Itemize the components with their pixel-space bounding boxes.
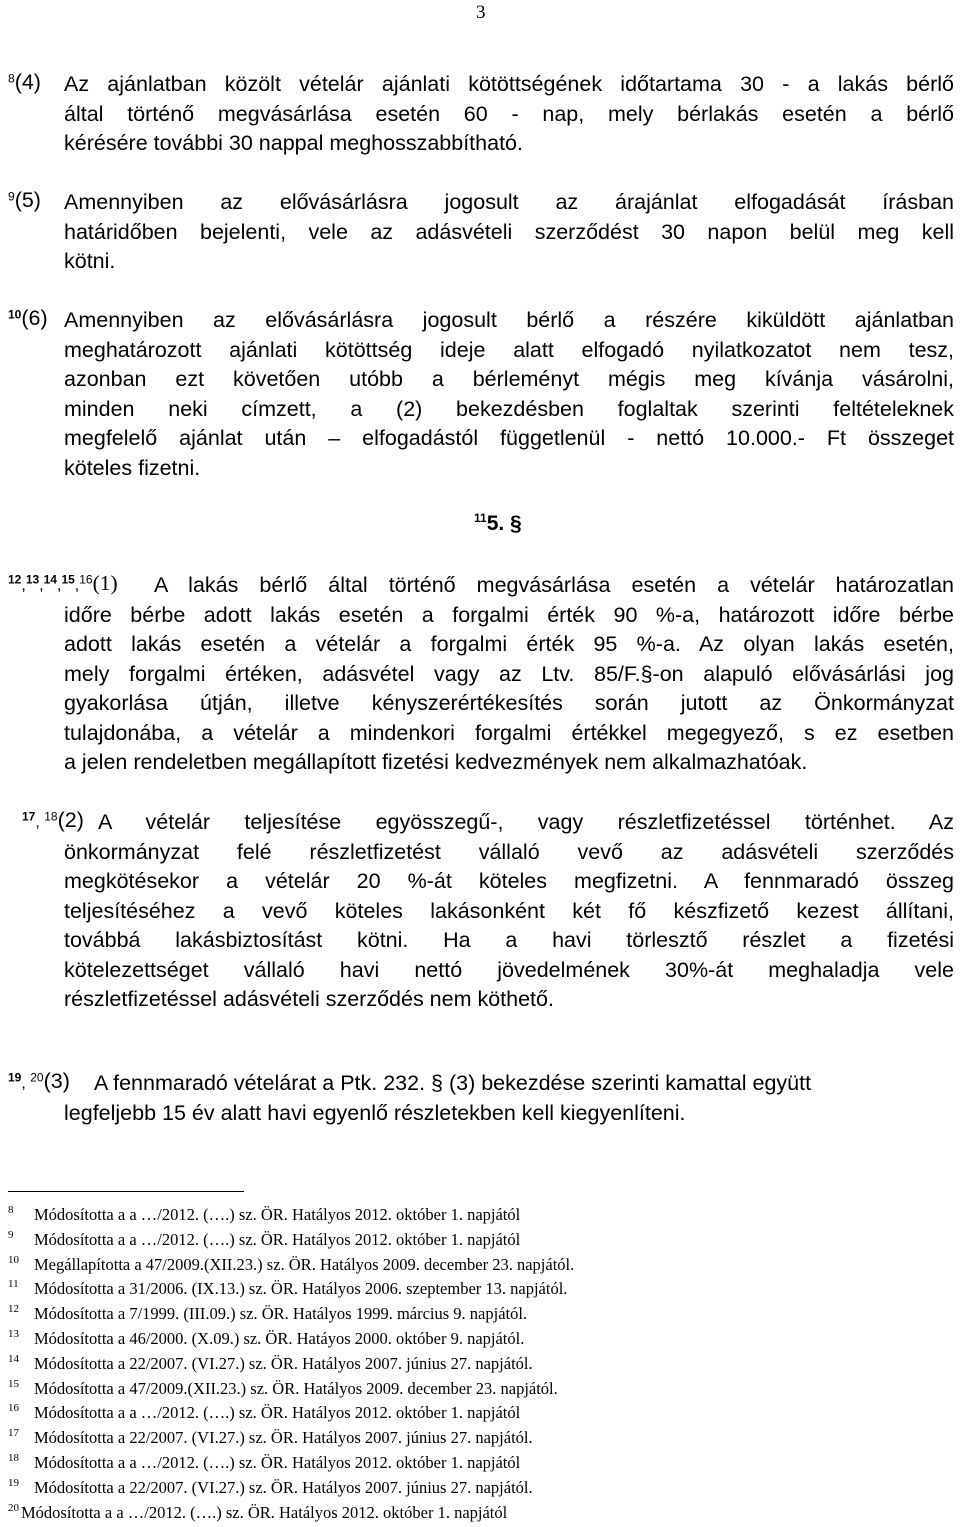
paragraph-line: Az ajánlatban közölt vételár ajánlati kötöttségének időtartama 30 - a lakás bérlő <box>64 72 954 96</box>
paragraph-line: részletfizetéssel adásvételi szerződés nem köthető. <box>64 987 554 1011</box>
paragraph-line: időre bérbe adott lakás esetén a forgalmi érték 90 %-a, határozott időre bérbe <box>64 602 954 627</box>
footnote-ref: 14 <box>43 572 57 587</box>
footnote-number: 11 <box>8 1278 19 1291</box>
footnote-item <box>8 1228 948 1253</box>
footnote-text: Megállapította a 47/2009.(XII.23.) sz. ÖR. Hatályos 2009. december 23. napjától. <box>34 1254 575 1274</box>
paragraph-line: A vételár teljesítése egyösszegű-, vagy részletfizetéssel történhet. Az <box>98 810 954 834</box>
paragraph-number: (2) <box>57 808 84 832</box>
paragraph-number: (3) <box>43 1069 70 1093</box>
footnote-ref: 11 <box>474 511 487 525</box>
footnote-text: Módosította a 22/2007. (VI.27.) sz. ÖR. Hatályos 2007. június 27. napjától. <box>34 1353 533 1373</box>
paragraph-number: (1) <box>92 571 118 595</box>
paragraph-s5-3 <box>64 1069 954 1128</box>
footnote-item <box>8 1327 948 1352</box>
footnote-text: Módosította a 22/2007. (VI.27.) sz. ÖR. Hatályos 2007. június 27. napjától. <box>34 1477 533 1497</box>
paragraph-marker-s5-2: $^{17}$, $^{18}$(2) <box>22 808 84 832</box>
paragraph-s5-1 <box>64 571 954 778</box>
footnote-number: 13 <box>8 1327 19 1340</box>
paragraph-line: legfeljebb 15 év alatt havi egyenlő részletekben kell kiegyenlíteni. <box>64 1100 686 1125</box>
section-title: 5. § <box>486 512 522 535</box>
paragraph-s5-2 <box>64 808 954 1015</box>
footnote-ref: 9 <box>8 189 15 204</box>
footnote-ref: 13 <box>25 572 40 587</box>
footnote-number: 10 <box>8 1253 19 1266</box>
paragraph-line: teljesítéséhez a vevő köteles lakásonként két fő készfizető kezest állítani, <box>64 898 954 923</box>
footnote-ref: 10 <box>8 307 22 322</box>
footnote-ref: 20 <box>30 1070 44 1085</box>
paragraph-marker-4 <box>8 70 41 95</box>
paragraph-line: továbbá lakásbiztosítást kötni. Ha a havi törlesztő részlet a fizetési <box>64 928 954 952</box>
paragraph-marker-s5-3: $^{19}$, $^{20}$(3) <box>8 1069 70 1093</box>
paragraph-line: határidőben bejelenti, vele az adásvételi szerződést 30 napon belül meg kell <box>64 219 954 244</box>
footnote-ref: 18 <box>44 809 58 824</box>
paragraph-line: tulajdonába, a vételár a mindenkori forgalmi értékkel megegyező, s ez esetben <box>64 720 954 745</box>
paragraph-line: megfelelő ajánlat után – elfogadástól függetlenül - nettó 10.000.- Ft összeget <box>64 426 954 450</box>
footnote-text: Módosította a a …/2012. (….) sz. ÖR. Hatályos 2012. október 1. napjától <box>34 1229 521 1249</box>
paragraph-line: köteles fizetni. <box>64 455 201 480</box>
footnote-text: Módosította a a …/2012. (….) sz. ÖR. Hatályos 2012. október 1. napjától <box>34 1403 521 1423</box>
footnote-number: 9 <box>8 1228 14 1241</box>
footnote-number: 12 <box>8 1303 19 1316</box>
footnote-item <box>8 1302 948 1327</box>
footnote-number: 16 <box>8 1402 19 1415</box>
paragraph-marker-5 <box>8 188 41 213</box>
paragraph-line: a jelen rendeletben megállapított fizetési kedvezmények nem alkalmazhatóak. <box>64 750 808 774</box>
paragraph-line: kérésére további 30 nappal meghosszabbítható. <box>64 131 523 155</box>
footnote-ref: 16 <box>79 572 93 587</box>
paragraph-line: mely forgalmi értéken, adásvétel vagy az Ltv. 85/F.§-on alapuló elővásárlási jog <box>64 661 954 686</box>
footnote-text: Módosította a a …/2012. (….) sz. ÖR. Hatályos 2012. október 1. napjától <box>34 1205 521 1224</box>
paragraph-number: (6) <box>21 306 48 330</box>
footnote-item <box>8 1377 948 1402</box>
paragraph-number: (5) <box>14 188 41 212</box>
footnote-item <box>8 1476 948 1501</box>
footnote-ref: 15 <box>61 572 75 587</box>
paragraph-line: minden neki címzett, a (2) bekezdésben foglaltak szerinti feltételeknek <box>64 396 954 421</box>
footnote-number: 20 <box>8 1501 19 1514</box>
paragraph-line: meghatározott ajánlati kötöttség ideje alatt elfogadó nyilatkozatot nem tesz, <box>64 337 954 362</box>
section-heading <box>474 512 522 536</box>
paragraph-line: azonban ezt követően utóbb a bérleményt mégis meg kívánja vásárolni, <box>64 367 954 391</box>
paragraph-line: Amennyiben az elővásárlásra jogosult az árajánlat elfogadását írásban <box>64 190 954 214</box>
paragraph-number: (4) <box>14 70 41 94</box>
footnote-text: Módosította a a …/2012. (….) sz. ÖR. Hatályos 2012. október 1. napjától <box>21 1502 508 1522</box>
footnote-text: Módosította a 31/2006. (IX.13.) sz. ÖR. Hatályos 2006. szeptember 13. napjától. <box>34 1279 568 1299</box>
paragraph-line: adott lakás esetén a vételár a forgalmi érték 95 %-a. Az olyan lakás esetén, <box>64 632 954 656</box>
paragraph-4 <box>64 70 954 159</box>
paragraph-line: Amennyiben az elővásárlásra jogosult bérlő a részére kiküldött ajánlatban <box>64 308 954 332</box>
footnote-text: Módosította a 46/2000. (X.09.) sz. ÖR. Hatáyos 2000. október 9. napjától. <box>34 1328 525 1348</box>
paragraph-line: A fennmaradó vételárat a Ptk. 232. § (3) bekezdése szerinti kamattal együtt <box>94 1071 812 1095</box>
footnote-item <box>8 1401 948 1426</box>
footnote-text: Módosította a 22/2007. (VI.27.) sz. ÖR. Hatályos 2007. június 27. napjától. <box>34 1428 533 1448</box>
footnote-number: 18 <box>8 1451 19 1464</box>
paragraph-line: A lakás bérlő által történő megvásárlása esetén a vételár határozatlan <box>154 573 954 597</box>
footnote-number: 8 <box>8 1204 14 1216</box>
footnote-ref: 19 <box>8 1070 22 1085</box>
footnote-text: Módosította a 7/1999. (III.09.) sz. ÖR. Hatályos 1999. március 9. napjától. <box>34 1304 528 1324</box>
paragraph-line: kötni. <box>64 249 116 273</box>
footnote-item <box>8 1501 948 1526</box>
footnote-number: 14 <box>8 1352 19 1365</box>
footnote-text: Módosította a 47/2009.(XII.23.) sz. ÖR. Hatályos 2009. december 23. napjától. <box>34 1378 558 1398</box>
footnote-number: 19 <box>8 1476 19 1489</box>
footnote-item <box>8 1277 948 1302</box>
footnote-item <box>8 1203 948 1228</box>
paragraph-line: kötelezettséget vállaló havi nettó jövedelmének 30%-át meghaladja vele <box>64 957 954 982</box>
footnote-ref: 12 <box>8 572 22 587</box>
paragraph-line: által történő megvásárlása esetén 60 - nap, mely bérlakás esetén a bérlő <box>64 101 954 126</box>
footnote-item <box>8 1451 948 1476</box>
footnotes <box>8 1203 948 1525</box>
paragraph-marker-s5-1: $^{12}$,$^{13}$,$^{14}$,$^{15}$,$^{16}$(1) <box>8 571 118 595</box>
footnote-ref: 8 <box>8 71 15 86</box>
footnote-item <box>8 1426 948 1451</box>
paragraph-line: megkötésekor a vételár 20 %-át köteles megfizetni. A fennmaradó összeg <box>64 869 954 893</box>
footnote-item <box>8 1253 948 1278</box>
paragraph-marker-6 <box>8 306 48 331</box>
footnote-item <box>8 1352 948 1377</box>
page-number: 3 <box>476 2 486 23</box>
paragraph-6 <box>64 306 954 483</box>
footnote-text: Módosította a a …/2012. (….) sz. ÖR. Hatályos 2012. október 1. napjától <box>34 1452 521 1472</box>
footnote-ref: 17 <box>22 809 36 824</box>
paragraph-5 <box>64 188 954 277</box>
footnote-number: 17 <box>8 1427 19 1440</box>
footnote-number: 15 <box>8 1377 19 1390</box>
footnote-separator <box>8 1191 244 1192</box>
paragraph-line: gyakorlása útján, illetve kényszerértékesítés során jutott az Önkormányzat <box>64 691 954 715</box>
paragraph-line: önkormányzat felé részletfizetést vállaló vevő az adásvételi szerződés <box>64 839 954 864</box>
